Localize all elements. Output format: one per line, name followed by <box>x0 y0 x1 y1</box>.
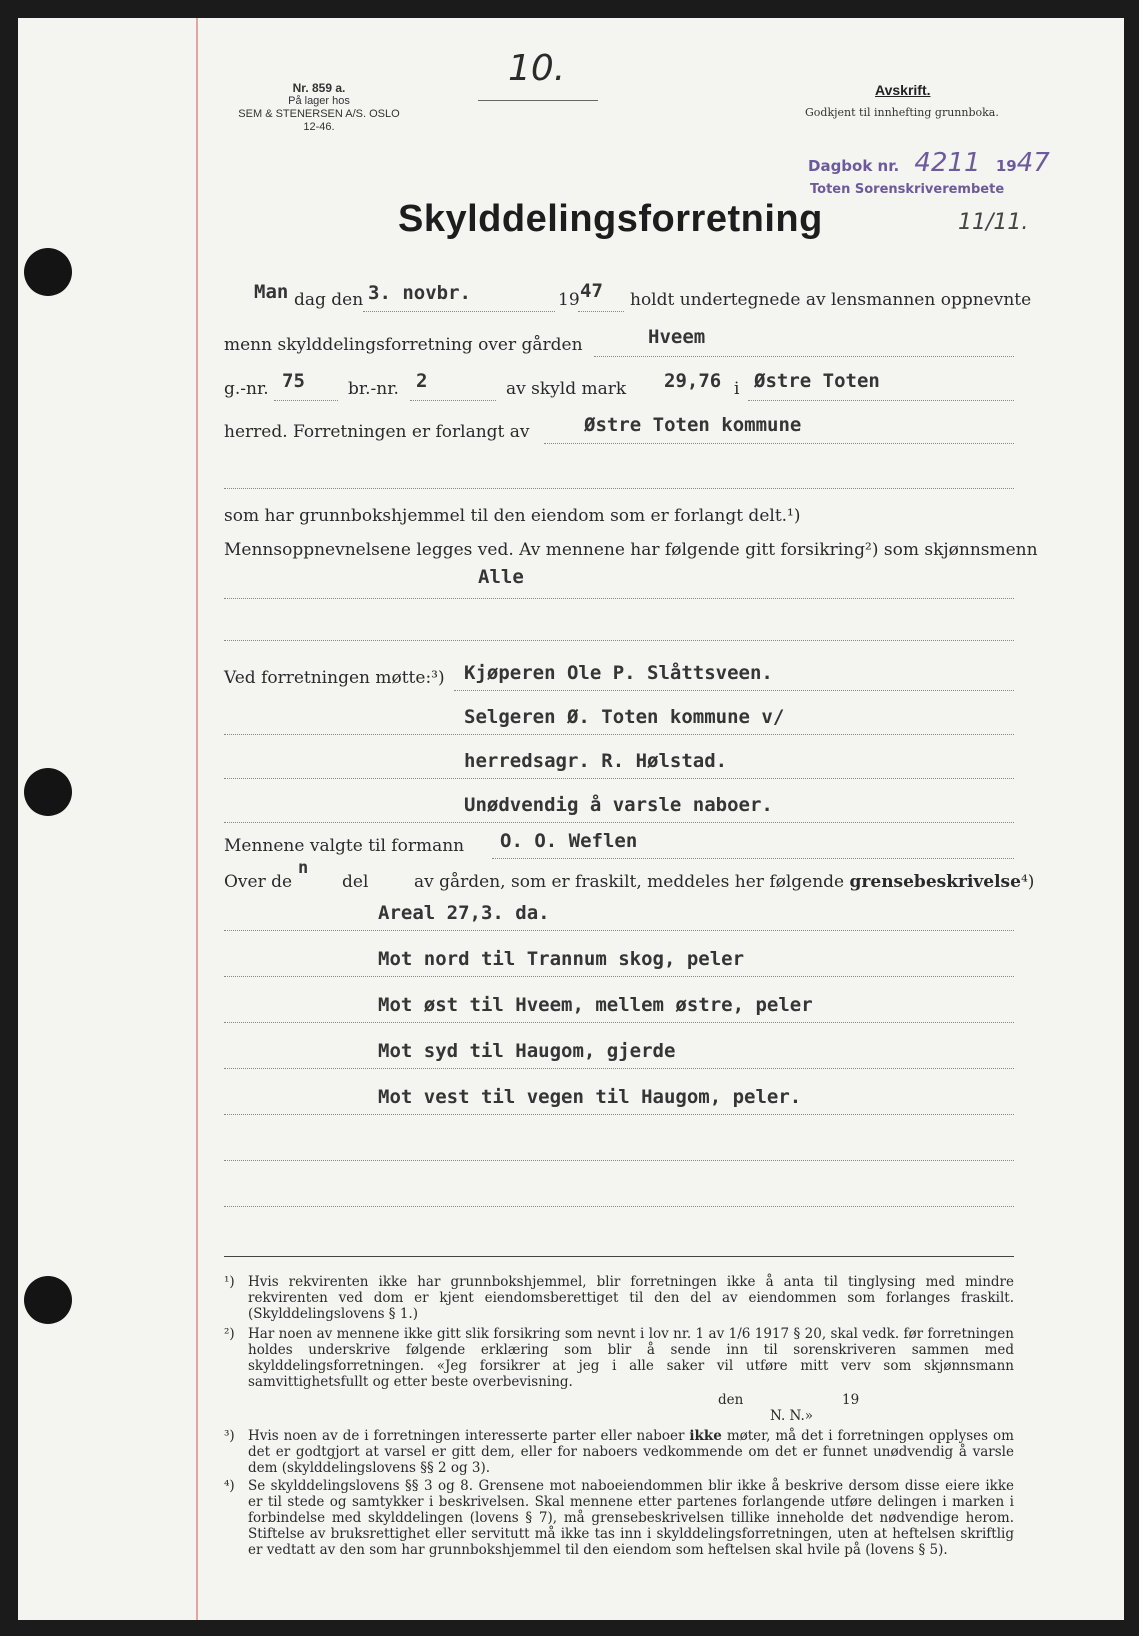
year-dotline <box>578 311 624 312</box>
requested-by-dotline <box>544 443 1014 444</box>
avskrift-label: Avskrift. <box>875 82 931 98</box>
farm-label: menn skylddelingsforretning over gården <box>224 335 583 355</box>
footnote-den: den <box>718 1392 744 1408</box>
document-page <box>18 18 1124 1620</box>
mennsopp-line: Mennsoppnevnelsene legges ved. Av mennene har følgende gitt forsikring²) som skjønnsmenn <box>224 540 1038 560</box>
formann-value: O. O. Weflen <box>500 830 638 852</box>
grense-intro <box>414 872 1034 892</box>
forsikring-value: Alle <box>478 566 524 588</box>
motte-line: herredsagr. R. Hølstad. <box>464 750 728 772</box>
herred-dotline <box>748 400 1014 401</box>
footnote-number: ²) <box>224 1326 235 1342</box>
brnr-label: br.-nr. <box>348 379 399 399</box>
line1-rest: holdt undertegnede av lensmannen oppnevnte <box>630 290 1032 310</box>
footnote-number: ⁴) <box>224 1478 235 1494</box>
grense-line: Mot nord til Trannum skog, peler <box>378 948 745 970</box>
handwritten-page-number: 10. <box>508 48 566 89</box>
stamp-year-prefix: 19 <box>995 157 1017 175</box>
grense-dotline <box>224 1068 1014 1069</box>
i-label: i <box>734 379 740 399</box>
grense-line: Areal 27,3. da. <box>378 902 550 924</box>
footnote-number: ¹) <box>224 1274 235 1290</box>
motte-label: Ved forretningen møtte:³) <box>224 668 445 688</box>
punch-hole-bottom <box>24 1276 72 1324</box>
punch-hole-top <box>24 248 72 296</box>
printer-imprint <box>224 82 414 134</box>
stamp-office: Toten Sorenskriverembete <box>810 182 1005 197</box>
form-number: Nr. 859 a. <box>292 81 346 95</box>
motte-dotline <box>224 778 1014 779</box>
del-label: del <box>342 872 369 892</box>
brnr-dotline <box>410 400 496 401</box>
formann-dotline <box>492 858 1014 859</box>
footnote-rule <box>224 1256 1014 1257</box>
motte-line: Selgeren Ø. Toten kommune v/ <box>464 706 785 728</box>
footnote-text: Hvis rekvirenten ikke har grunnbokshjemmel, blir forretningen ikke å anta til tinglysing med mindre rekvirenten ved dom er kjent eiendomsberettiget til den del av eiendommen som forlanges fraskilt. (Skylddelingslovens § 1.) <box>248 1274 1014 1322</box>
document-title: Skylddelingsforretning <box>398 198 823 240</box>
requested-by-value: Østre Toten kommune <box>584 414 802 436</box>
date-value: 3. novbr. <box>368 282 471 304</box>
printer-line: På lager hos <box>288 95 350 107</box>
printer-date: 12-46. <box>303 121 335 133</box>
footnote-bold: ikke <box>689 1428 722 1444</box>
gnr-dotline <box>274 400 338 401</box>
formann-label: Mennene valgte til formann <box>224 836 465 856</box>
over-label: Over de <box>224 872 293 892</box>
brnr-value: 2 <box>416 370 428 392</box>
grunnbok-line: som har grunnbokshjemmel til den eiendom som er forlangt delt.¹) <box>224 506 801 526</box>
footnote-text-part: Hvis noen av de i forretningen interesserte parter eller naboer <box>248 1428 690 1444</box>
footnote-number: ³) <box>224 1428 235 1444</box>
footnote-text: Har noen av mennene ikke gitt slik forsikring som nevnt i lov nr. 1 av 1/6 1917 § 20, skal vedk. før forretningen holdes underskrive følgende erklæring som blir å sende inn til sorenskriveren sammen med skylddelingsforretningen. «Jeg forsikrer at jeg i alle saker vil utføre mitt verv som skjønnsmann samvittighetsfullt og etter beste overbevisning. <box>248 1326 1014 1390</box>
grense-note: ⁴) <box>1020 872 1035 892</box>
motte-dotline <box>224 822 1014 823</box>
date-dotline <box>363 311 555 312</box>
footnotes <box>224 1274 1014 1558</box>
herred-value: Østre Toten <box>754 370 880 392</box>
grense-line: Mot vest til vegen til Haugom, peler. <box>378 1086 802 1108</box>
skyld-value: 29,76 <box>664 370 722 392</box>
printer-name: SEM & STENERSEN A/S. OSLO <box>238 108 400 120</box>
motte-dotline <box>454 690 1014 691</box>
grense-line: Mot syd til Haugom, gjerde <box>378 1040 676 1062</box>
motte-line: Kjøperen Ole P. Slåttsveen. <box>464 662 773 684</box>
punch-hole-middle <box>24 768 72 816</box>
skyld-label: av skyld mark <box>506 379 627 399</box>
grense-line: Mot øst til Hveem, mellem østre, peler <box>378 994 813 1016</box>
grense-bold: grensebeskrivelse <box>849 872 1021 892</box>
grense-dotline <box>224 976 1014 977</box>
year-prefix: 19 <box>558 290 580 310</box>
farm-dotline <box>594 356 1014 357</box>
grense-dotline <box>224 1114 1014 1115</box>
farm-value: Hveem <box>648 326 706 348</box>
dagbok-number: 4211 <box>914 148 981 178</box>
page-number-underline <box>478 100 598 101</box>
forsikring-dotline <box>224 598 1014 599</box>
footnote-text: Se skylddelingslovens §§ 3 og 8. Grensene mot naboeiendommen blir ikke å beskrive dersom disse eiere ikke er til stede og samtykker i beskrivelsen. Skal mennene etter partenes forlangende utføre delingen i marken i forbindelse med skylddelingen (lovens § 7), må grensebeskrivelsen tillike inneholde det nødvendige herom. Stiftelse av bruksrettighet eller servitutt må ikke tas inn i skylddelingsforretningen, uten at heftelsen skriftlig er vedtatt av den som har grunnbokshjemmel til den eiendom som heftelsen skal hvile på (lovens § 5). <box>248 1478 1014 1558</box>
footnote-year: 19 <box>842 1392 860 1408</box>
grense-dotline <box>224 1160 1014 1161</box>
stamp-date-note: 11/11. <box>958 210 1029 235</box>
gnr-value: 75 <box>282 370 305 392</box>
over-suffix: n <box>298 858 309 878</box>
footnote-text-part: møter, må det i forretningen opplyses om det er godtgjort at varsel er gitt dem, eller for naboers vedkommende om det er funnet unødvendig å varsle dem (skylddelingslovens §§ 2 og 3). <box>248 1428 1014 1476</box>
weekday-value: Man <box>254 281 289 303</box>
godkjent-label: Godkjent til innhefting grunnboka. <box>805 106 999 119</box>
margin-line <box>196 18 198 1620</box>
grense-intro-text: av gården, som er fraskilt, meddeles her følgende <box>414 872 845 892</box>
footnote-text <box>248 1428 1014 1476</box>
grense-dotline <box>224 930 1014 931</box>
stamp-year: 47 <box>1016 148 1050 178</box>
forsikring-dotline-2 <box>224 640 1014 641</box>
dagbok-label: Dagbok nr. <box>808 157 900 175</box>
dag-den-label: dag den <box>294 290 364 310</box>
footnote-signature: N. N.» <box>770 1408 814 1424</box>
gnr-label: g.-nr. <box>224 379 269 399</box>
grense-dotline <box>224 1022 1014 1023</box>
requested-by-label: herred. Forretningen er forlangt av <box>224 422 530 442</box>
grense-dotline <box>224 1206 1014 1207</box>
motte-line: Unødvendig å varsle naboer. <box>464 794 773 816</box>
dagbok-stamp <box>808 148 1050 178</box>
year-value: 47 <box>580 280 603 302</box>
blank-dotline <box>224 488 1014 489</box>
motte-dotline <box>224 734 1014 735</box>
